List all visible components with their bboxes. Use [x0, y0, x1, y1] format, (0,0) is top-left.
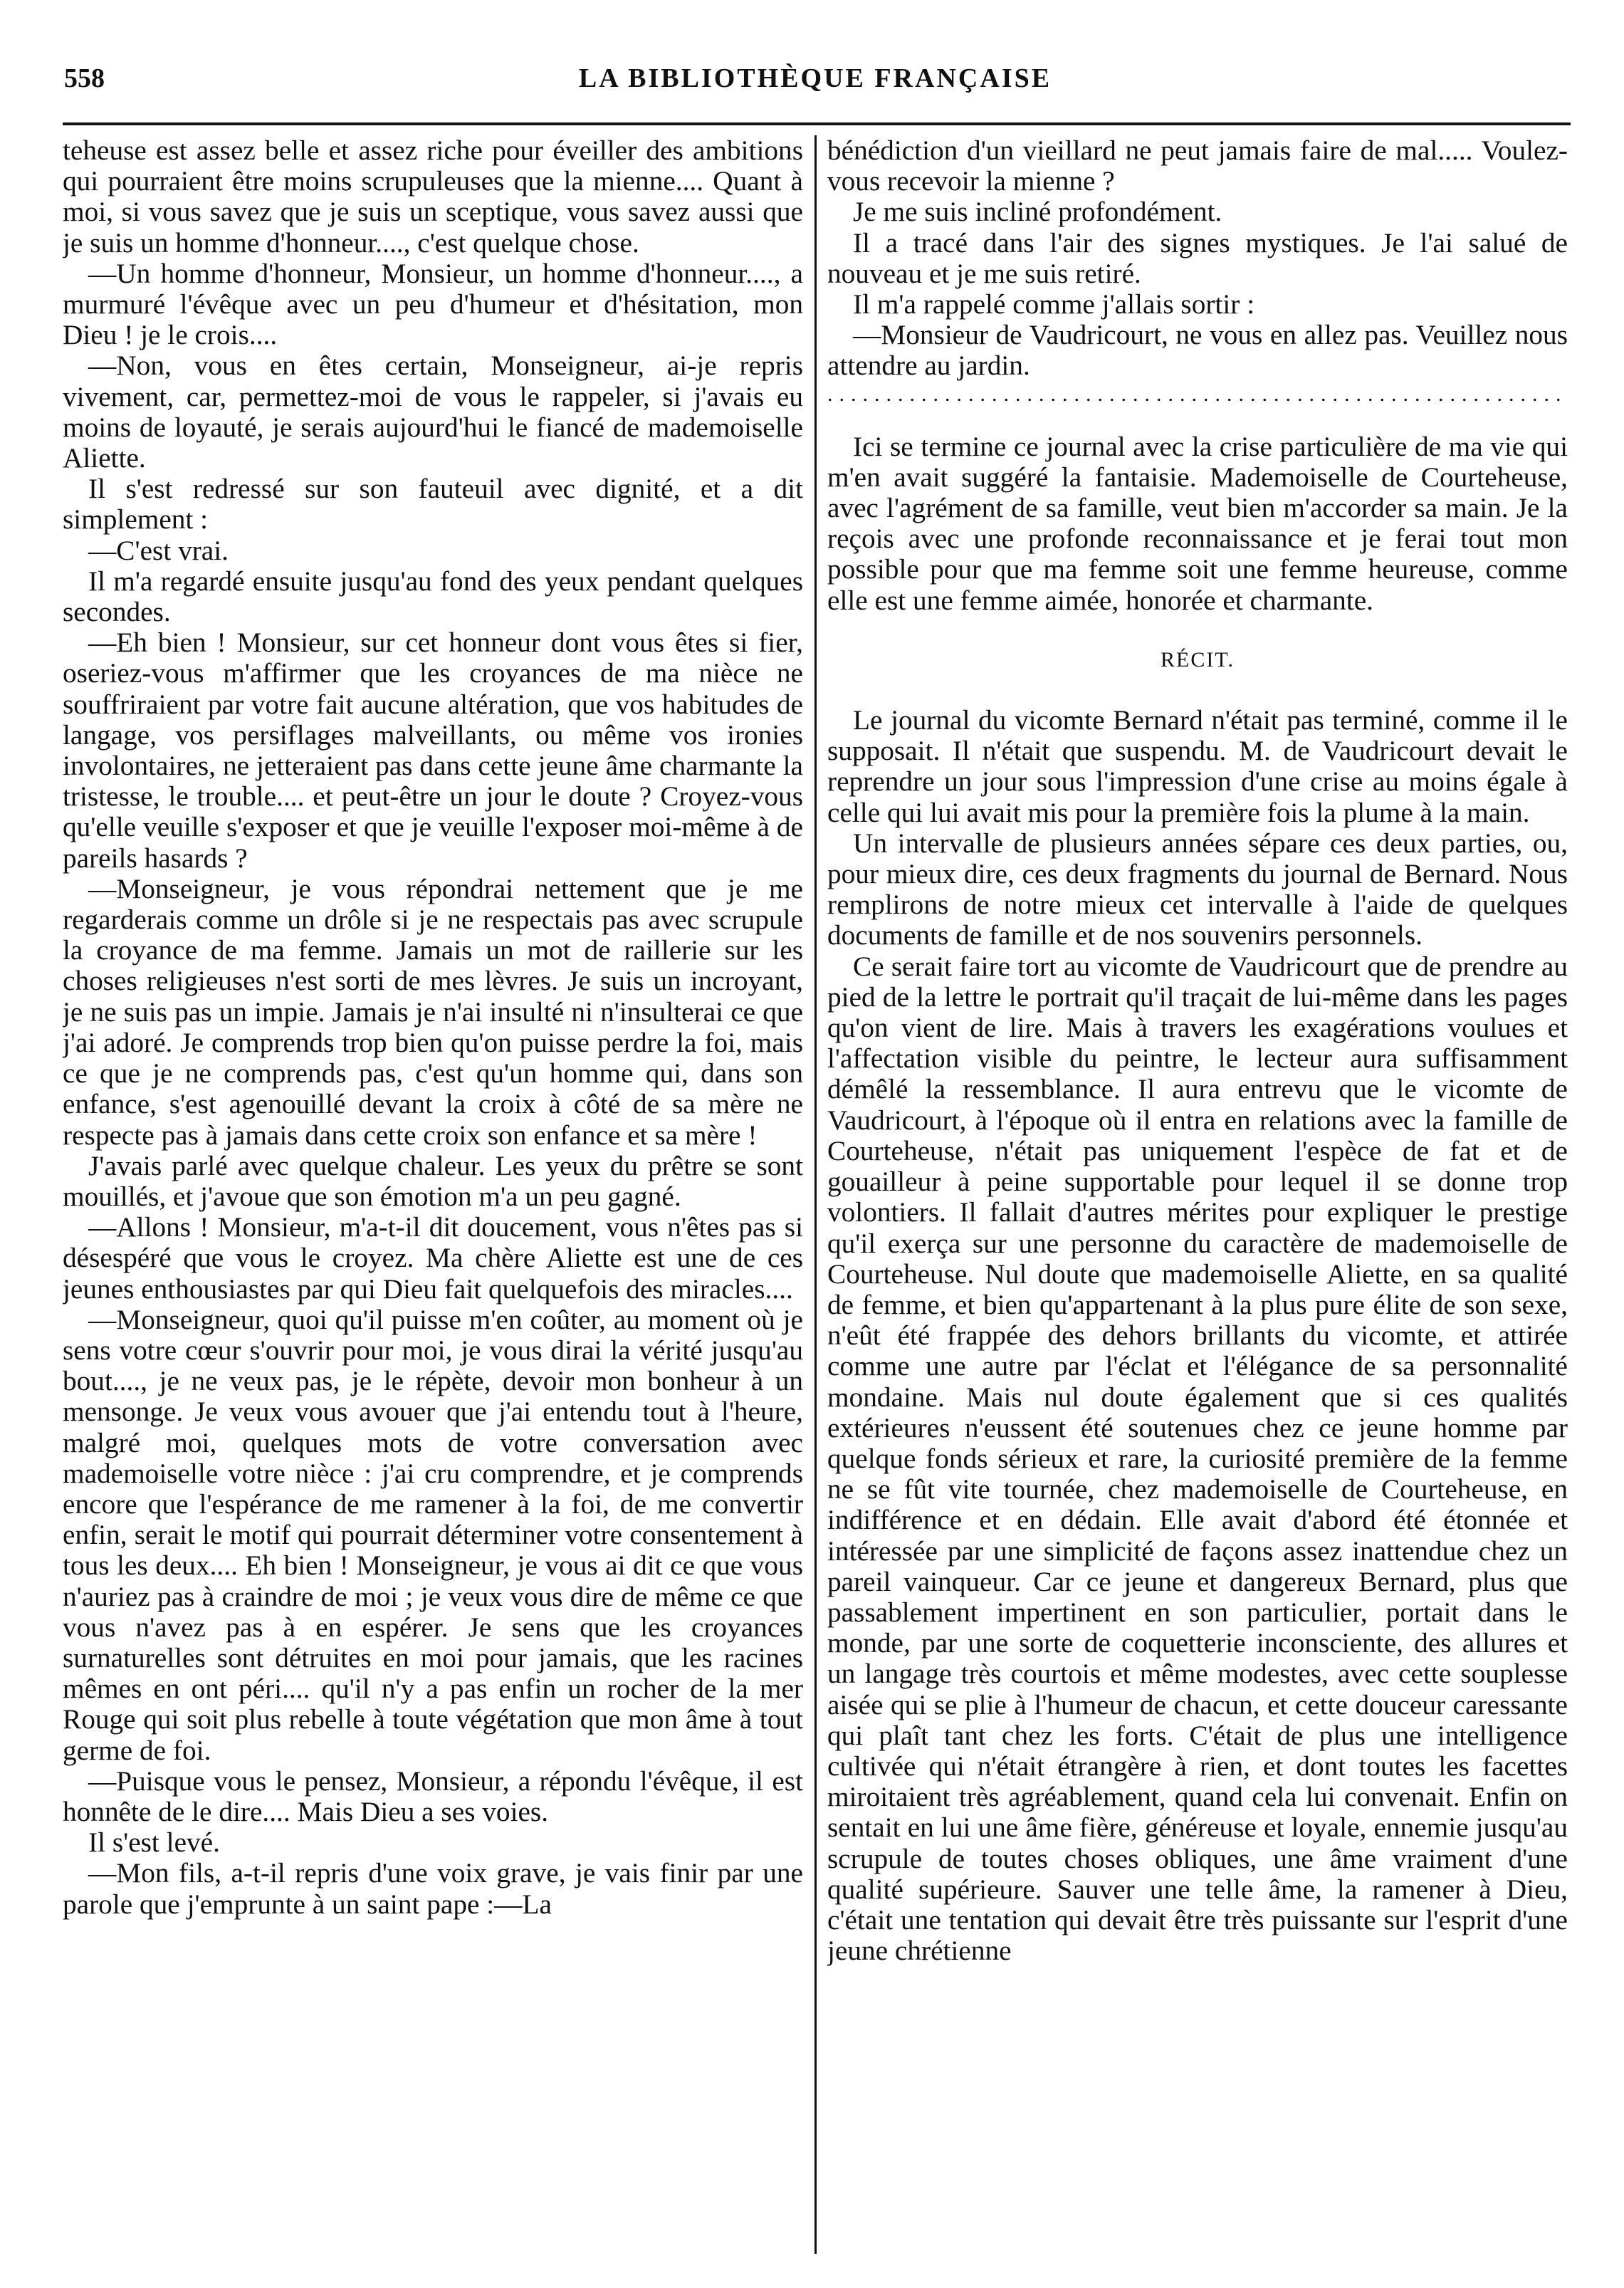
- paragraph: —Un homme d'honneur, Monsieur, un homme d'honneur...., a murmuré l'évêque avec un peu d'humeur et d'hésitation, mon Dieu ! je le crois....: [63, 257, 803, 351]
- paragraph: —Allons ! Monsieur, m'a-t-il dit doucement, vous n'êtes pas si désespéré que vous le croyez. Ma chère Aliette est une de ces jeunes enthousiastes par qui Dieu fait quelquefois des miracles....: [63, 1211, 803, 1305]
- page-number: 558: [64, 63, 105, 93]
- right-column: [827, 135, 1568, 2257]
- column-rule: [814, 135, 817, 2254]
- paragraph: —Monseigneur, je vous répondrai nettement que je me regarderais comme un drôle si je ne respectais pas avec scrupule la croyance de ma femme. Jamais un mot de raillerie sur les choses religieuses n'est sorti de mes lèvres. Je suis un incroyant, je ne suis pas un impie. Jamais je n'ai insulté ni n'insulterai ce que j'ai adoré. Je comprends trop bien qu'on puisse perdre la foi, mais ce que je ne comprends pas, c'est qu'un homme qui, dans son enfance, s'est agenouillé devant la croix à côté de sa mère ne respecte pas à jamais dans cette croix son enfance et sa mère !: [63, 872, 803, 1151]
- running-header: [64, 63, 1566, 105]
- paragraph: —Non, vous en êtes certain, Monseigneur, ai-je repris vivement, car, permettez-moi de vous le rappeler, si j'avais eu moins de loyauté, je serais aujourd'hui le fiancé de mademoiselle Aliette.: [63, 350, 803, 474]
- paragraph: Ce serait faire tort au vicomte de Vaudricourt que de prendre au pied de la lettre le portrait qu'il traçait de lui-même dans les pages qu'on vient de lire. Mais à travers les exagérations voulues et l'affectation visible du peintre, le lecteur aura suffisamment démêlé la ressemblance. Il aura entrevu que le vicomte de Vaudricourt, à l'époque où il entra en relations avec la famille de Courteheuse, n'était pas uniquement l'espèce de fat et de gouailleur à peine supportable pour lequel il se donne trop volontiers. Il fallait d'autres mérites pour expliquer le prestige qu'il exerça sur une personne du caractère de mademoiselle de Courteheuse. Nul doute que mademoiselle Aliette, en sa qualité de femme, et bien qu'appartenant à la plus pure élite de son sexe, n'eût été frappée des dehors brillants du vicomte, et attirée comme une autre par l'éclat et l'élégance de sa personnalité mondaine. Mais nul doute également que si ces qualités extérieures n'eussent été soutenues chez ce jeune homme par quelque fonds sérieux et rare, la curiosité première de la femme ne se fût vite tournée, chez mademoiselle de Courteheuse, en indifférence et en dédain. Elle avait d'abord été étonnée et intéressée par une simplicité de façons assez inattendue chez un pareil vainqueur. Car ce jeune et dangereux Bernard, plus que passablement impertinent en son particulier, portait dans le monde, par une sorte de coquetterie inconsciente, des allures et un langage très courtois et même modestes, avec cette souplesse aisée qui se plie à l'humeur de chacun, et cette douceur caressante qui plaît tant chez les forts. C'était de plus une intelligence cultivée qui n'était étrangère à rien, et dont toutes les facettes miroitaient très agréablement, quand cela lui convenait. Enfin on sentait en lui une âme fière, généreuse et loyale, ennemie jusqu'au scrupule de toutes choses obliques, une âme vraiment d'une qualité supérieure. Sauver une telle âme, la ramener à Dieu, c'était une tentation qui devait être très puissante sur l'esprit d'une jeune chrétienne: [827, 950, 1568, 1967]
- spacer: [827, 412, 1568, 432]
- paragraph: Il s'est redressé sur son fauteuil avec dignité, et a dit simplement :: [63, 473, 803, 536]
- paragraph: Je me suis incliné profondément.: [853, 196, 1222, 228]
- paragraph: —Monsieur de Vaudricourt, ne vous en allez pas. Veuillez nous attendre au jardin.: [827, 319, 1568, 382]
- paragraph: Ici se termine ce journal avec la crise particulière de ma vie qui m'en avait suggéré la fantaisie. Mademoiselle de Courteheuse, avec l'agrément de sa famille, veut bien m'accorder sa main. Je la reçois avec une profonde reconnaissance et je ferai tout mon possible pour que ma femme soit une femme heureuse, comme elle est une femme aimée, honorée et charmante.: [827, 430, 1568, 616]
- paragraph: teheuse est assez belle et assez riche pour éveiller des ambitions qui pourraient être moins scrupuleuses que la mienne.... Quant à moi, si vous savez que je suis un sceptique, vous savez aussi que je suis un homme d'honneur...., c'est quelque chose.: [63, 135, 803, 258]
- paragraph: Le journal du vicomte Bernard n'était pas terminé, comme il le supposait. Il n'était que suspendu. M. de Vaudricourt devait le reprendre un jour sous l'impression d'une crise au moins égale à celle qui lui avait mis pour la première fois la plume à la main.: [827, 704, 1568, 828]
- dotted-separator: ...............................................................: [827, 382, 1568, 406]
- journal-title: LA BIBLIOTHÈQUE FRANÇAISE: [578, 63, 1052, 93]
- paragraph: bénédiction d'un vieillard ne peut jamais faire de mal..... Voulez-vous recevoir la mienne ?: [827, 135, 1568, 197]
- paragraph: Un intervalle de plusieurs années sépare ces deux parties, ou, pour mieux dire, ces deux fragments du journal de Bernard. Nous remplirons de notre mieux cet intervalle à l'aide de quelques documents de famille et de nos souvenirs personnels.: [827, 827, 1568, 951]
- paragraph: J'avais parlé avec quelque chaleur. Les yeux du prêtre se sont mouillés, et j'avoue que son émotion m'a un peu gagné.: [63, 1149, 803, 1212]
- paragraph: —C'est vrai.: [88, 534, 229, 566]
- paragraph: —Monseigneur, quoi qu'il puisse m'en coûter, au moment où je sens votre cœur s'ouvrir pour moi, je vous dirai la vérité jusqu'au bout...., je ne veux pas, je le répète, devoir mon bonheur à un mensonge. Je veux vous avouer que j'ai entendu tout à l'heure, malgré moi, quelques mots de votre conversation avec mademoiselle votre nièce : j'ai cru comprendre, et je comprends encore que l'espérance de me ramener à la foi, de me convertir enfin, serait le motif qui pourrait déterminer votre consentement à tous les deux.... Eh bien ! Monseigneur, je vous ai dit ce que vous n'auriez pas à craindre de moi ; je veux vous dire de même ce que vous n'avez pas à en espérer. Je sens que les croyances surnaturelles sont détruites en moi pour jamais, que les racines mêmes en ont péri.... qu'il n'y a pas enfin un rocher de la mer Rouge qui soit plus rebelle à toute végétation que mon âme à tout germe de foi.: [63, 1303, 803, 1766]
- section-heading: RÉCIT.: [1161, 647, 1235, 672]
- paragraph: Il m'a rappelé comme j'allais sortir :: [853, 288, 1255, 320]
- paragraph: Il a tracé dans l'air des signes mystiques. Je l'ai salué de nouveau et je me suis retiré.: [827, 226, 1568, 289]
- paragraph: Il m'a regardé ensuite jusqu'au fond des yeux pendant quelques secondes.: [63, 565, 803, 628]
- paragraph: —Puisque vous le pensez, Monsieur, a répondu l'évêque, il est honnête de le dire.... Mais Dieu a ses voies.: [63, 1765, 803, 1827]
- paragraph: —Eh bien ! Monsieur, sur cet honneur dont vous êtes si fier, oseriez-vous m'affirmer que les croyances de ma nièce ne souffriraient par votre fait aucune altération, que vos habitudes de langage, vos persiflages malveillants, ou même vos ironies involontaires, ne jetteraient pas dans cette jeune âme charmante la tristesse, le trouble.... et peut-être un jour le doute ? Croyez-vous qu'elle veuille s'exposer et que je veuille l'exposer moi-même à de pareils hasards ?: [63, 627, 803, 874]
- left-column: [63, 135, 803, 2257]
- paragraph: —Mon fils, a-t-il repris d'une voix grave, je vais finir par une parole que j'emprunte à un saint pape :—La: [63, 1857, 803, 1920]
- paragraph: Il s'est levé.: [88, 1827, 220, 1859]
- header-rule: [63, 122, 1571, 125]
